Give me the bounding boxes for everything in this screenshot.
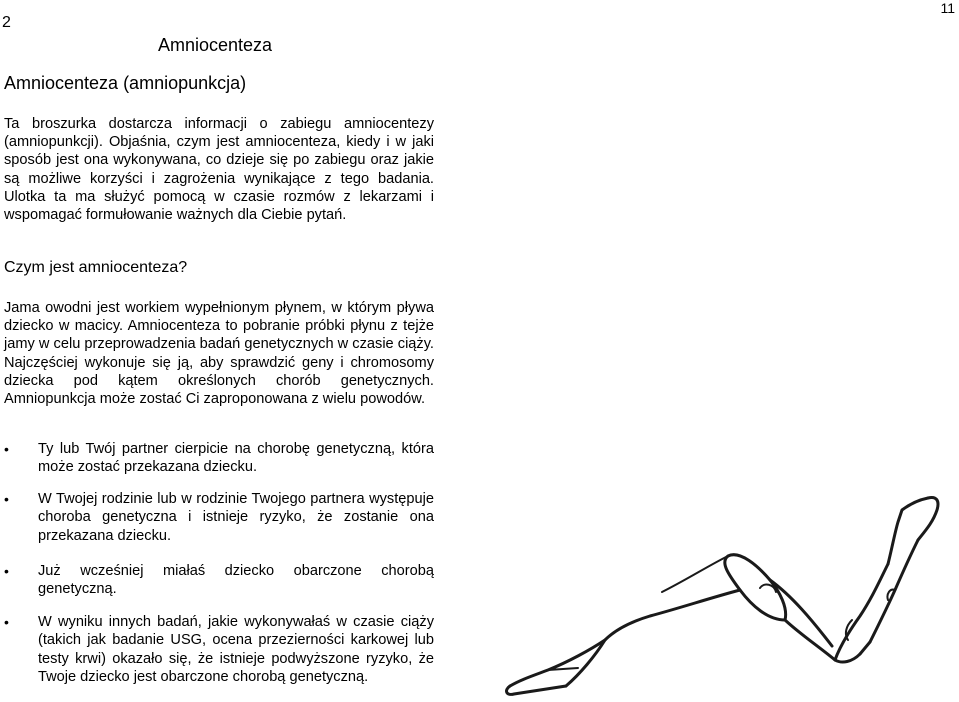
section-heading: Czym jest amniocenteza? — [4, 259, 188, 276]
page-number-right: 11 — [940, 0, 955, 16]
list-item-text: Już wcześniej miałaś dziecko obarczone chorobą genetyczną. — [38, 563, 434, 598]
what-is-paragraph: Jama owodni jest workiem wypełnionym płynem, w którym pływa dziecko w macicy. Amniocenteza to pobranie próbki płynu z tejże jamy w celu przeprowadzenia badań genetycznych w czasie ciąży. Najczęściej wykonuje się ją, aby sprawdzić geny i chromosomy dziecka pod kątem określonych chorób genetycznych. Amniopunkcja może zostać Ci zaproponowana z wielu powodów. — [4, 300, 434, 408]
document-title: Amniocenteza (amniopunkcja) — [4, 73, 247, 93]
list-item-text: Ty lub Twój partner cierpicie na chorobę genetyczną, która może zostać przekazana dziecku. — [38, 441, 434, 476]
bullet-icon: • — [4, 563, 9, 579]
list-item-text: W Twojej rodzinie lub w rodzinie Twojego partnera występuje choroba genetyczna i istnieje ryzyko, że zostanie ona przekazana dziecku. — [38, 491, 434, 544]
bullet-icon: • — [4, 614, 9, 630]
bullet-icon: • — [4, 441, 9, 457]
line-sketch-figure-icon — [440, 470, 959, 702]
page-number-left: 2 — [2, 14, 11, 31]
list-item-text: W wyniku innych badań, jakie wykonywałaś w czasie ciąży (takich jak badanie USG, ocena przezierności karkowej lub testy krwi) okazało się, że istnieje podwyższone ryzyko, że Twoje dziecko jest obarczone chorobą genetyczną. — [38, 614, 434, 686]
running-header-title: Amniocenteza — [158, 35, 273, 55]
bullet-icon: • — [4, 491, 9, 507]
intro-paragraph: Ta broszurka dostarcza informacji o zabiegu amniocentezy (amniopunkcji). Objaśnia, czym jest amniocenteza, kiedy i w jaki sposób jest ona wykonywana, co dzieje się po zabiegu oraz jakie są możliwe korzyści i zagrożenia wynikające z tego badania. Ulotka ta ma służyć pomocą w czasie rozmów z lekarzami i wspomagać formułowanie ważnych dla Ciebie pytań. — [4, 116, 434, 224]
